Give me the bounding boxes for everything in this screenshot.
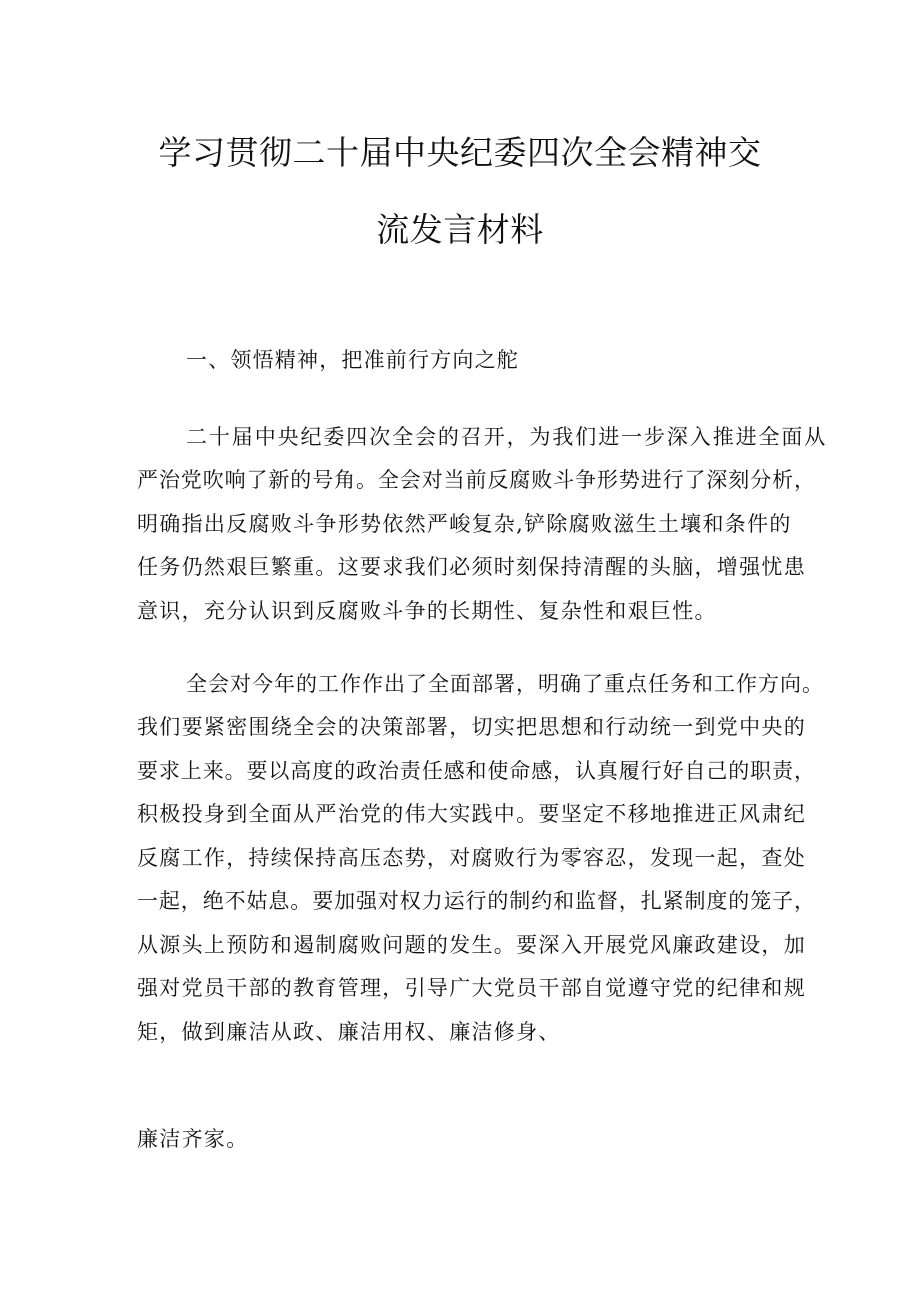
paragraph-1-line-4: 任务仍然艰巨繁重。这要求我们必须时刻保持清醒的头脑，增强忧患 [137,555,806,579]
document-title-line-2: 流发言材料 [376,210,544,249]
section-heading: 一、领悟精神，把准前行方向之舵 [186,348,519,372]
paragraph-2-line-1: 全会对今年的工作作出了全面部署，明确了重点任务和工作方向。 [186,672,824,696]
paragraph-2-line-7: 从源头上预防和遏制腐败问题的发生。要深入开展党风廉政建设，加 [137,933,806,957]
paragraph-1-line-1: 二十届中央纪委四次全会的召开，为我们进一步深入推进全面从 [186,425,828,449]
paragraph-1-line-3: 明确指出反腐败斗争形势依然严峻复杂,铲除腐败滋生土壤和条件的 [137,512,792,536]
paragraph-2-line-2: 我们要紧密围绕全会的决策部署，切实把思想和行动统一到党中央的 [137,715,806,739]
paragraph-1-line-2: 严治党吹响了新的号角。全会对当前反腐败斗争形势进行了深刻分析， [137,468,816,492]
paragraph-2-line-5: 反腐工作，持续保持高压态势，对腐败行为零容忍，发现一起，查处 [137,846,806,870]
paragraph-2-line-3: 要求上来。要以高度的政治责任感和使命感，认真履行好自己的职责， [137,759,816,783]
paragraph-2-line-8: 强对党员干部的教育管理，引导广大党员干部自觉遵守党的纪律和规 [137,976,806,1000]
paragraph-2-line-9: 矩，做到廉洁从政、廉洁用权、廉洁修身、 [137,1020,561,1044]
paragraph-3: 廉洁齐家。 [137,1127,249,1151]
paragraph-1-line-5: 意识，充分认识到反腐败斗争的长期性、复杂性和艰巨性。 [137,599,717,623]
document-title-line-1: 学习贯彻二十届中央纪委四次全会精神交 [158,133,762,172]
paragraph-2-line-6: 一起，绝不姑息。要加强对权力运行的制约和监督，扎紧制度的笼子， [137,889,816,913]
paragraph-2-line-4: 积极投身到全面从严治党的伟大实践中。要坚定不移地推进正风肃纪 [137,802,806,826]
